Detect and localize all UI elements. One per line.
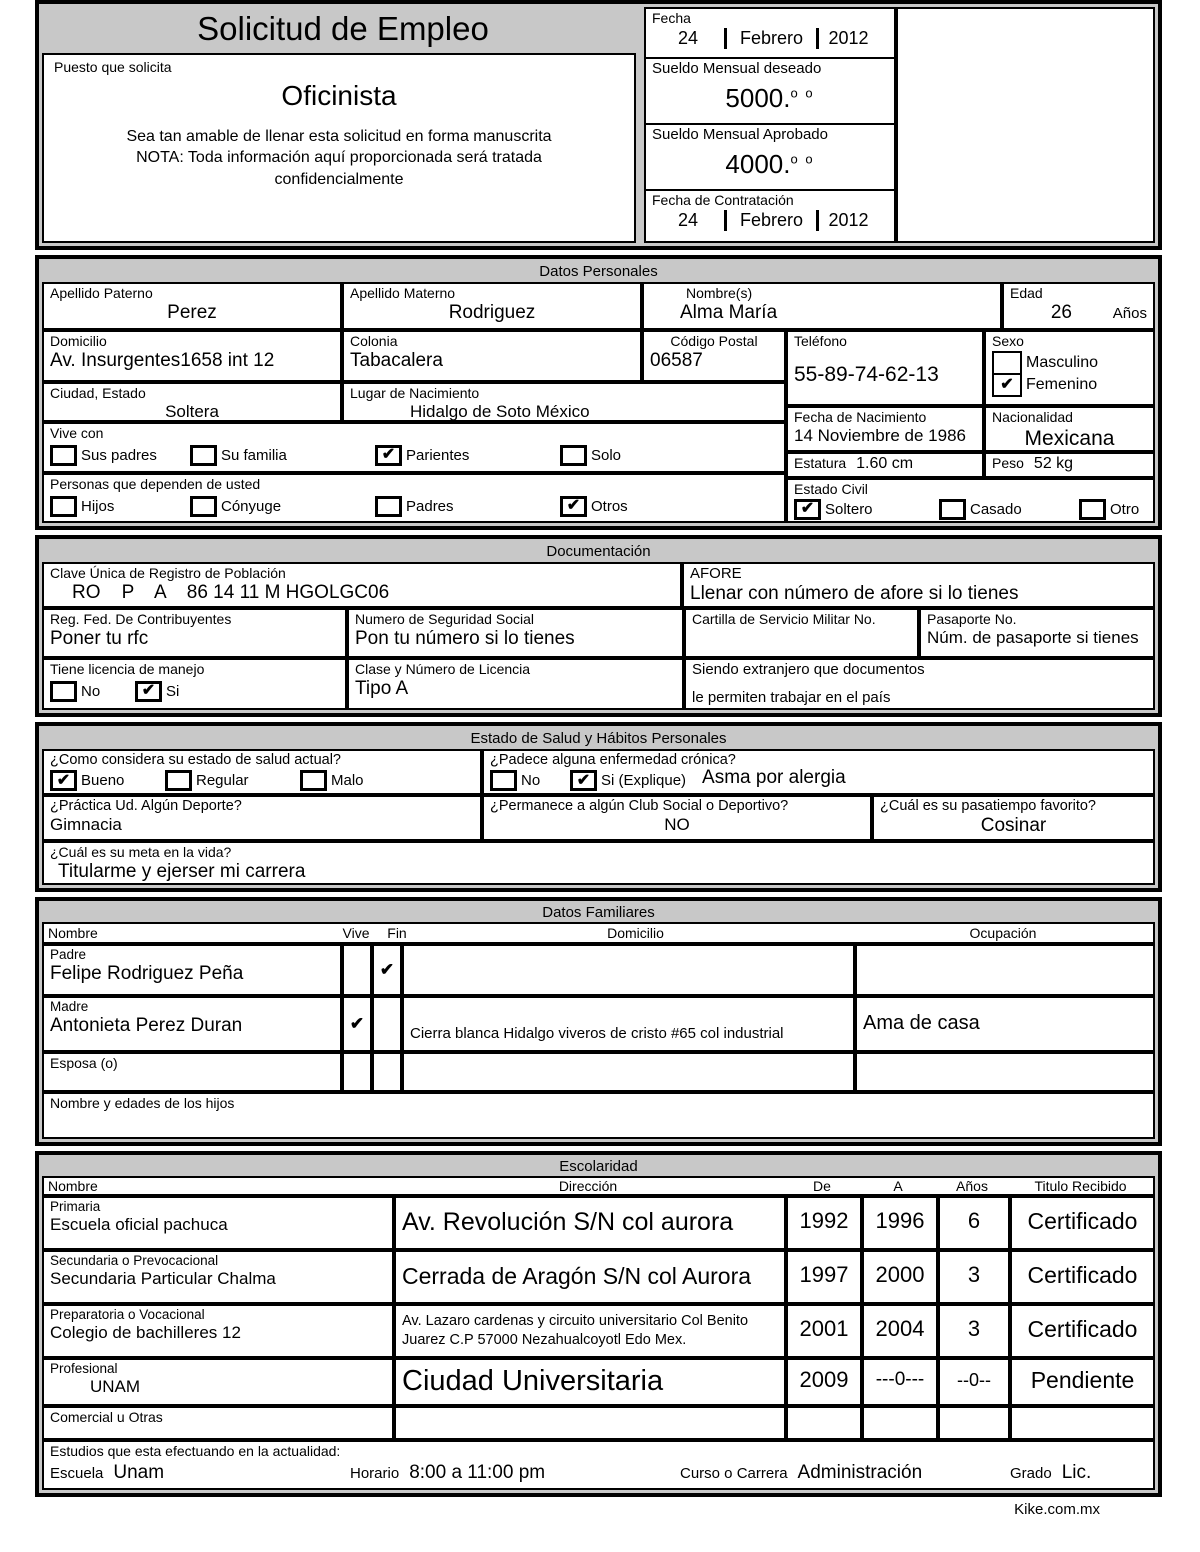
checkbox-checked: ✔ xyxy=(992,373,1022,397)
escolaridad-row-primaria xyxy=(42,1196,1155,1250)
lugar-nacimiento-field xyxy=(342,382,786,422)
escolaridad-header-de: De xyxy=(813,1178,831,1194)
horario-actual: Horario 8:00 a 11:00 pm xyxy=(350,1461,546,1483)
titulo-recibido: Pendiente xyxy=(1010,1358,1155,1406)
sueldo-deseado-box xyxy=(644,57,896,125)
estado-civil-group xyxy=(786,478,1155,523)
fecha-nacimiento-label: Fecha de Nacimiento xyxy=(794,409,927,425)
estado-civil-option-soltero: ✔ Soltero xyxy=(794,499,939,520)
escolaridad-header-titulo: Titulo Recibido xyxy=(1034,1178,1127,1194)
cronica-group xyxy=(482,749,1155,795)
padre-ocupacion-cell xyxy=(855,944,1155,996)
escolaridad-header-anos: Años xyxy=(956,1178,988,1194)
anio-a: 1996 xyxy=(862,1196,938,1250)
checkbox xyxy=(50,681,77,702)
afore-field xyxy=(682,562,1155,608)
hijos-field xyxy=(42,1092,1155,1139)
estado-civil-option-otro: Otro xyxy=(1079,499,1139,520)
cartilla-field xyxy=(684,608,919,658)
clase-licencia-label: Clase y Número de Licencia xyxy=(355,661,531,677)
curp-field xyxy=(42,562,682,608)
escolaridad-section xyxy=(35,1151,1162,1497)
domicilio-label: Domicilio xyxy=(50,333,107,349)
dependientes-option-conyuge: Cónyuge xyxy=(190,496,375,517)
nombres-field xyxy=(642,282,1002,330)
contratacion-year: 2012 xyxy=(816,210,878,231)
anio-de: 1997 xyxy=(786,1250,862,1304)
estado-civil-label: Estado Civil xyxy=(794,481,868,497)
escolaridad-row-profesional xyxy=(42,1358,1155,1406)
escuela-direccion: Av. Revolución S/N col aurora xyxy=(402,1208,734,1236)
anio-de: 1992 xyxy=(786,1196,862,1250)
codigo-postal-field xyxy=(642,330,786,382)
apellido-materno-value: Rodriguez xyxy=(448,301,536,323)
pasaporte-field xyxy=(919,608,1155,658)
checkbox xyxy=(560,445,587,466)
nivel-label: Primaria xyxy=(50,1199,101,1214)
familiares-row-padre xyxy=(42,944,1155,996)
curso-actual: Curso o Carrera Administración xyxy=(680,1461,923,1483)
cronica-label: ¿Padece alguna enfermedad crónica? xyxy=(490,752,736,768)
escuela-nombre: UNAM xyxy=(90,1377,141,1397)
madre-domicilio-cell: Cierra blanca Hidalgo viveros de cristo #65 col industrial xyxy=(402,996,855,1052)
grado-actual: Grado Lic. xyxy=(1010,1461,1092,1483)
escuela-actual: Escuela Unam xyxy=(50,1461,165,1483)
esposa-ocupacion-cell xyxy=(855,1052,1155,1092)
curp-label: Clave Única de Registro de Población xyxy=(50,565,286,581)
fecha-label: Fecha xyxy=(652,10,691,26)
titulo-recibido: Certificado xyxy=(1010,1250,1155,1304)
esposa-label: Esposa (o) xyxy=(50,1055,118,1071)
escolaridad-header-row xyxy=(42,1176,1155,1196)
estatura-label: Estatura xyxy=(794,455,847,471)
rfc-value: Poner tu rfc xyxy=(50,627,149,649)
puesto-label: Puesto que solicita xyxy=(54,59,172,75)
anios-cursados: 6 xyxy=(938,1196,1010,1250)
edad-suffix: Años xyxy=(1112,304,1147,322)
escolaridad-title: Escolaridad xyxy=(559,1158,638,1175)
anio-de: 2001 xyxy=(786,1304,862,1358)
escolaridad-header-direccion: Dirección xyxy=(558,1178,618,1194)
nivel-label: Secundaria o Prevocacional xyxy=(50,1253,219,1268)
ciudad-estado-label: Ciudad, Estado xyxy=(50,385,146,401)
rfc-field xyxy=(42,608,347,658)
checkbox-checked: ✔ xyxy=(50,770,77,791)
salud-option-regular: Regular xyxy=(165,770,300,791)
cronica-option-si: ✔ Si (Explique) xyxy=(570,770,686,791)
estatura-value: 1.60 cm xyxy=(856,455,914,472)
escuela-nombre: Colegio de bachilleres 12 xyxy=(50,1323,241,1343)
escuela-direccion: Ciudad Universitaria xyxy=(402,1365,664,1397)
cronica-value: Asma por alergia xyxy=(702,767,846,789)
checkbox xyxy=(190,445,217,466)
extranjero-line-1: Siendo extranjero que documentos xyxy=(692,661,925,678)
deporte-label: ¿Práctica Ud. Algún Deporte? xyxy=(50,798,242,814)
meta-value: Titularme y ejerser mi carrera xyxy=(58,860,306,882)
hijos-label: Nombre y edades de los hijos xyxy=(50,1095,235,1111)
vive-con-option-solo: Solo xyxy=(560,445,621,466)
lugar-nacimiento-label: Lugar de Nacimiento xyxy=(350,385,480,401)
madre-label: Madre xyxy=(50,999,89,1014)
edad-value: 26 xyxy=(1050,301,1072,323)
checkbox-checked: ✔ xyxy=(135,681,162,702)
checkbox-checked: ✔ xyxy=(794,499,821,520)
header-section xyxy=(35,0,1162,250)
nss-label: Numero de Seguridad Social xyxy=(355,611,534,627)
edad-label: Edad xyxy=(1010,285,1043,301)
note-line-3: confidencialmente xyxy=(274,170,404,188)
licencia-option-si: ✔ Si xyxy=(135,681,179,702)
colonia-label: Colonia xyxy=(350,333,398,349)
meta-label: ¿Cuál es su meta en la vida? xyxy=(50,844,232,860)
anios-cursados: --0-- xyxy=(938,1358,1010,1406)
fecha-box xyxy=(644,7,896,59)
anio-a: 2004 xyxy=(862,1304,938,1358)
checkbox-checked: ✔ xyxy=(560,496,587,517)
padre-nombre: Felipe Rodriguez Peña xyxy=(50,963,244,985)
cronica-option-no: No xyxy=(490,770,570,791)
checkbox xyxy=(50,445,77,466)
padre-label: Padre xyxy=(50,947,87,962)
puesto-box xyxy=(42,53,636,243)
cartilla-label: Cartilla de Servicio Militar No. xyxy=(692,611,876,627)
vive-con-option-sus-padres: Sus padres xyxy=(50,445,190,466)
checkbox xyxy=(50,496,77,517)
datos-personales-section xyxy=(35,255,1162,530)
telefono-label: Teléfono xyxy=(794,333,847,349)
dependientes-label: Personas que dependen de usted xyxy=(50,476,261,492)
salud-estado-label: ¿Como considera su estado de salud actual? xyxy=(50,752,341,768)
familiares-header-nombre: Nombre xyxy=(48,925,98,941)
contratacion-label: Fecha de Contratación xyxy=(652,192,794,208)
apellido-paterno-label: Apellido Paterno xyxy=(50,285,153,301)
header-empty-box xyxy=(896,7,1155,243)
checkbox xyxy=(490,770,517,791)
fecha-day: 24 xyxy=(677,27,699,48)
domicilio-field xyxy=(42,330,342,382)
escuela-direccion: Av. Lazaro cardenas y circuito universitario Col Benito Juarez C.P 57000 Nezahualcoyotl Edo Mex. xyxy=(402,1313,749,1348)
checkbox xyxy=(375,496,402,517)
documentacion-title: Documentación xyxy=(546,543,651,560)
credit-text: Kike.com.mx xyxy=(1014,1501,1100,1518)
edad-field xyxy=(1002,282,1155,330)
familiares-header-domicilio: Domicilio xyxy=(607,925,664,941)
vive-con-option-su-familia: Su familia xyxy=(190,445,375,466)
nacionalidad-field xyxy=(984,406,1155,452)
salud-option-malo: Malo xyxy=(300,770,364,791)
estudios-actuales-field xyxy=(42,1440,1155,1490)
dependientes-option-hijos: Hijos xyxy=(50,496,190,517)
peso-label: Peso xyxy=(992,455,1024,471)
afore-label: AFORE xyxy=(690,565,742,582)
nivel-label: Comercial u Otras xyxy=(50,1409,163,1425)
pasatiempo-label: ¿Cuál es su pasatiempo favorito? xyxy=(880,798,1096,814)
salud-section xyxy=(35,722,1162,892)
licencia-label: Tiene licencia de manejo xyxy=(50,661,205,677)
salud-estado-group xyxy=(42,749,482,795)
contratacion-box xyxy=(644,189,896,243)
datos-familiares-section xyxy=(35,897,1162,1146)
titulo-recibido: Certificado xyxy=(1010,1196,1155,1250)
nacionalidad-label: Nacionalidad xyxy=(992,409,1073,425)
dependientes-option-padres: Padres xyxy=(375,496,560,517)
padre-domicilio-cell xyxy=(402,944,855,996)
form-title: Solicitud de Empleo xyxy=(197,10,489,47)
datos-personales-title: Datos Personales xyxy=(539,263,658,280)
note-line-2: NOTA: Toda información aquí proporcionada será tratada xyxy=(136,149,542,167)
salud-option-bueno: ✔ Bueno xyxy=(50,770,165,791)
note-line-1: Sea tan amable de llenar esta solicitud en forma manuscrita xyxy=(126,127,552,145)
domicilio-value: Av. Insurgentes1658 int 12 xyxy=(50,349,275,371)
estatura-field xyxy=(786,452,984,478)
extranjero-line-2: le permiten trabajar en el país xyxy=(692,689,891,706)
anios-cursados: 3 xyxy=(938,1250,1010,1304)
telefono-field xyxy=(786,330,984,406)
familiares-row-madre xyxy=(42,996,1155,1052)
fecha-nacimiento-value: 14 Noviembre de 1986 xyxy=(794,425,967,445)
sueldo-deseado-label: Sueldo Mensual deseado xyxy=(652,60,822,77)
vive-con-label: Vive con xyxy=(50,425,104,441)
peso-field xyxy=(984,452,1155,478)
titulo-recibido: Certificado xyxy=(1010,1304,1155,1358)
familiares-header-fin: Fin xyxy=(387,925,407,941)
padre-vive-cell xyxy=(342,944,372,996)
club-label: ¿Permanece a algún Club Social o Deportivo? xyxy=(490,798,789,814)
estudios-actuales-label: Estudios que esta efectuando en la actualidad: xyxy=(50,1443,341,1459)
sexo-group xyxy=(984,330,1155,406)
fecha-month: Febrero xyxy=(724,28,816,49)
telefono-value: 55-89-74-62-13 xyxy=(794,362,939,386)
checkbox xyxy=(300,770,327,791)
familiares-header-row xyxy=(42,922,1155,944)
dependientes-group xyxy=(42,473,786,523)
escolaridad-row-comercial xyxy=(42,1406,1155,1440)
pasatiempo-field xyxy=(872,795,1155,841)
estado-civil-option-casado: Casado xyxy=(939,499,1079,520)
escuela-direccion: Cerrada de Aragón S/N col Aurora xyxy=(402,1263,752,1289)
checkbox xyxy=(190,496,217,517)
pasaporte-label: Pasaporte No. xyxy=(927,611,1017,627)
curp-value: RO P A 86 14 11 M HGOLGC06 xyxy=(72,581,390,603)
nacionalidad-value: Mexicana xyxy=(1024,426,1115,450)
apellido-paterno-field xyxy=(42,282,342,330)
sexo-option-femenino: ✔ Femenino xyxy=(992,373,1147,397)
escolaridad-header-a: A xyxy=(893,1178,903,1194)
madre-fin-cell xyxy=(372,996,402,1052)
esposa-fin-cell xyxy=(372,1052,402,1092)
clase-licencia-value: Tipo A xyxy=(355,677,409,699)
deporte-value: Gimnacia xyxy=(50,815,122,835)
madre-vive-cell: ✔ xyxy=(342,996,372,1052)
sueldo-deseado-value: 5000.$^{o o}$ xyxy=(725,83,815,113)
sueldo-aprobado-label: Sueldo Mensual Aprobado xyxy=(652,126,828,143)
lugar-nacimiento-value: Hidalgo de Soto México xyxy=(410,401,590,421)
afore-value: Llenar con número de afore si lo tienes xyxy=(690,583,1019,604)
colonia-value: Tabacalera xyxy=(350,349,443,371)
familiares-header-vive: Vive xyxy=(342,925,370,941)
salud-title: Estado de Salud y Hábitos Personales xyxy=(470,730,727,747)
meta-field xyxy=(42,841,1155,885)
checkbox xyxy=(939,499,966,520)
datos-familiares-title: Datos Familiares xyxy=(542,904,655,921)
esposa-domicilio-cell xyxy=(402,1052,855,1092)
fecha-year: 2012 xyxy=(816,28,878,49)
sexo-option-masculino: Masculino xyxy=(992,351,1147,375)
anio-a: ---0--- xyxy=(862,1358,938,1406)
colonia-field xyxy=(342,330,642,382)
pasaporte-value: Núm. de pasaporte si tienes xyxy=(927,627,1139,647)
sueldo-aprobado-value: 4000.$^{o o}$ xyxy=(725,149,815,179)
checkbox xyxy=(992,351,1022,375)
escuela-nombre: Secundaria Particular Chalma xyxy=(50,1269,276,1289)
familiares-row-esposa xyxy=(42,1052,1155,1092)
padre-fin-cell: ✔ xyxy=(372,944,402,996)
peso-value: 52 kg xyxy=(1033,455,1074,472)
escolaridad-row-secundaria xyxy=(42,1250,1155,1304)
apellido-materno-field xyxy=(342,282,642,330)
deporte-field xyxy=(42,795,482,841)
anios-cursados: 3 xyxy=(938,1304,1010,1358)
apellido-paterno-value: Perez xyxy=(167,301,217,323)
nivel-label: Preparatoria o Vocacional xyxy=(50,1307,205,1322)
checkbox xyxy=(165,770,192,791)
checkbox xyxy=(1079,499,1106,520)
anio-de: 2009 xyxy=(786,1358,862,1406)
fecha-nacimiento-field xyxy=(786,406,984,452)
extranjero-field xyxy=(684,658,1155,710)
nss-value: Pon tu número si lo tienes xyxy=(355,627,575,649)
club-value: NO xyxy=(664,815,690,835)
nombres-label: Nombre(s) xyxy=(686,285,753,301)
contratacion-month: Febrero xyxy=(724,210,816,231)
codigo-postal-value: 06587 xyxy=(650,349,703,371)
licencia-group xyxy=(42,658,347,710)
pasatiempo-value: Cosinar xyxy=(980,815,1047,837)
nss-field xyxy=(347,608,684,658)
escolaridad-row-preparatoria xyxy=(42,1304,1155,1358)
sueldo-aprobado-box xyxy=(644,123,896,191)
anio-a: 2000 xyxy=(862,1250,938,1304)
escolaridad-header-nombre: Nombre xyxy=(48,1178,98,1194)
checkbox-checked: ✔ xyxy=(570,770,597,791)
madre-ocupacion-cell: Ama de casa xyxy=(855,996,1155,1052)
documentacion-section xyxy=(35,535,1162,717)
clase-licencia-field xyxy=(347,658,684,710)
vive-con-group xyxy=(42,422,786,473)
codigo-postal-label: Código Postal xyxy=(670,333,758,349)
ciudad-estado-value: Soltera xyxy=(165,401,219,421)
esposa-vive-cell xyxy=(342,1052,372,1092)
sexo-label: Sexo xyxy=(992,333,1024,349)
contratacion-day: 24 xyxy=(677,209,699,230)
madre-nombre: Antonieta Perez Duran xyxy=(50,1015,243,1037)
escuela-nombre: Escuela oficial pachuca xyxy=(50,1215,228,1235)
apellido-materno-label: Apellido Materno xyxy=(350,285,456,301)
checkbox-checked: ✔ xyxy=(375,445,402,466)
familiares-header-ocupacion: Ocupación xyxy=(969,925,1037,941)
vive-con-option-parientes: ✔ Parientes xyxy=(375,445,560,466)
licencia-option-no: No xyxy=(50,681,135,702)
ciudad-estado-field xyxy=(42,382,342,422)
nivel-label: Profesional xyxy=(50,1361,118,1376)
puesto-value: Oficinista xyxy=(281,79,397,111)
club-field xyxy=(482,795,872,841)
dependientes-option-otros: ✔ Otros xyxy=(560,496,628,517)
nombres-value: Alma María xyxy=(680,301,778,323)
rfc-label: Reg. Fed. De Contribuyentes xyxy=(50,611,232,627)
